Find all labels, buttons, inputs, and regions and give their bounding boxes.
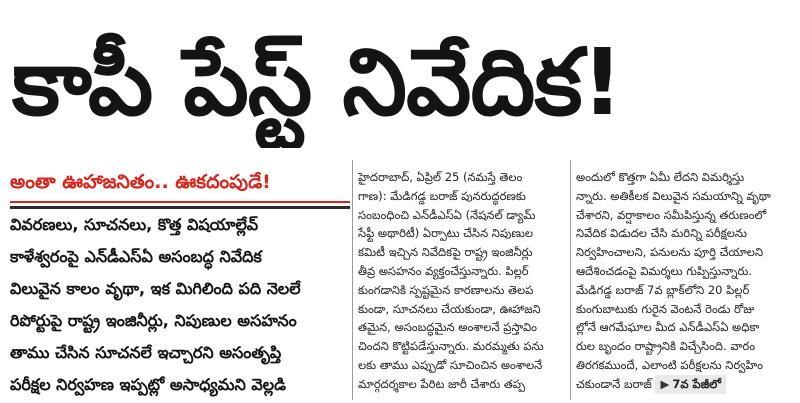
body-line-last <box>576 375 786 394</box>
continued-tag[interactable] <box>655 375 725 394</box>
continued-label: 7వ పేజీలో <box>672 376 721 391</box>
key-point: రిపోర్టుపై రాష్ట్ర ఇంజినీర్లు, నిపుణుల అసహనం <box>10 311 297 330</box>
body-line: తీవ్ర అసహనం వ్యక్తంచేస్తున్నారు. పిల్లర్‌ <box>358 263 529 278</box>
body-line: సంబంధించి ఎన్‌డీఎస్‌ఏ (నేషనల్‌ డ్యామ్‌ <box>358 207 536 222</box>
key-point: కాళేశ్వరంపై ఎన్‌డీఎస్‌ఏ అసంబద్ధ నివేదిక <box>10 247 262 266</box>
body-line: లకు తాము ఎప్పుడో సూచించిన అంశాలనే <box>358 357 543 372</box>
body-line: ల్లోనే ఆగమేఘాల మీద ఎన్‌డీఎస్‌ఏ అధికా <box>576 320 760 335</box>
body-line: తమైన, అసంబద్ధమైన అంశాలనే ప్రస్తావిం <box>358 320 537 335</box>
body-line: రుల బృందం రాష్ట్రానికి విచ్చేసింది. వారం <box>576 339 756 354</box>
kicker: అంతా ఊహాజనితం.. ఊకదంపుడే! <box>10 171 271 193</box>
body-line: నివేదిక విడుదల చేసి మరిన్ని పరీక్షలను <box>576 226 747 241</box>
body-line: కుంగుబాటుకు గురైన వెంటనే రెండు రోజు <box>576 301 755 316</box>
key-points <box>10 206 350 400</box>
kicker-rule <box>10 201 350 203</box>
body-line: కమిటీ ఇచ్చిన నివేదికపై రాష్ట్ర ఇంజినీర్లు <box>358 245 533 260</box>
body-line: గాణ): మేడిగడ్డ బరాజ్‌ పునరుద్ధరణకు <box>358 188 526 203</box>
body-line: మేడిగడ్డ బరాజ్‌ 7వ బ్లాక్‌లోని 20 పిల్లర్‌ <box>576 282 750 297</box>
body-line: సేఫ్టీ అథారిటీ) ఏర్పాటు చేసిన నిపుణుల <box>358 226 533 241</box>
body-line: నిర్వహించాలని, పనులను పూర్తి చేయాలని <box>576 245 764 260</box>
body-line: మార్గదర్శకాల పేరిట జారీ చేశారు తప్ప <box>358 376 526 391</box>
body-line: ఆదేశించడంపై విమర్శలు గుప్పిస్తున్నారు. <box>576 263 752 278</box>
key-point: విలువైన కాలం వృథా, ఇక మిగిలింది పది నెలలే <box>10 279 301 298</box>
body-line: కుండా, సూచనలు చేయకుండా, ఊహాజని <box>358 301 541 316</box>
body-column-1 <box>358 168 568 400</box>
column-divider <box>570 160 571 400</box>
body-line: చేశారని, వర్షాకాలం సమీపిస్తున్న తరుణంలో <box>576 207 767 222</box>
body-line: చిందని కొట్టిపడేస్తున్నారు. మరమ్మతు పను <box>358 339 544 354</box>
body-line: కుంగడానికి స్పష్టమైన కారణాలను తెలప <box>358 282 534 297</box>
body-line: న్నారు. అతికీలక విలువైన సమయాన్ని వృథా <box>576 188 771 203</box>
body-line: అందులో కొత్తగా ఏమీ లేదని విమర్శిస్తు <box>576 170 745 184</box>
key-point: తాము చేసిన సూచనలే ఇచ్చారని అసంతృప్తి <box>10 343 282 362</box>
column-divider <box>352 160 353 400</box>
body-line: హైదరాబాద్‌, ఏప్రిల్‌ 25 (నమస్తే తెలం <box>358 170 523 184</box>
key-point: వివరణలు, సూచనలు, కొత్త విషయాల్లేవ్ <box>10 206 350 241</box>
body-line: తిరగకముందే, ఎలాంటి పరీక్షలను నిర్వహిం <box>576 357 763 372</box>
key-point: పరీక్షల నిర్వహణ ఇప్పట్లో అసాధ్యమని వెల్లడి <box>10 375 286 394</box>
body-line-text: చకుండానే బరాజ్‌ <box>576 376 652 391</box>
body-column-2 <box>576 168 786 400</box>
continue-arrow-icon: ▶ <box>660 376 670 391</box>
headline: కాపీ పేస్ట్ నివేదిక! <box>12 29 623 136</box>
